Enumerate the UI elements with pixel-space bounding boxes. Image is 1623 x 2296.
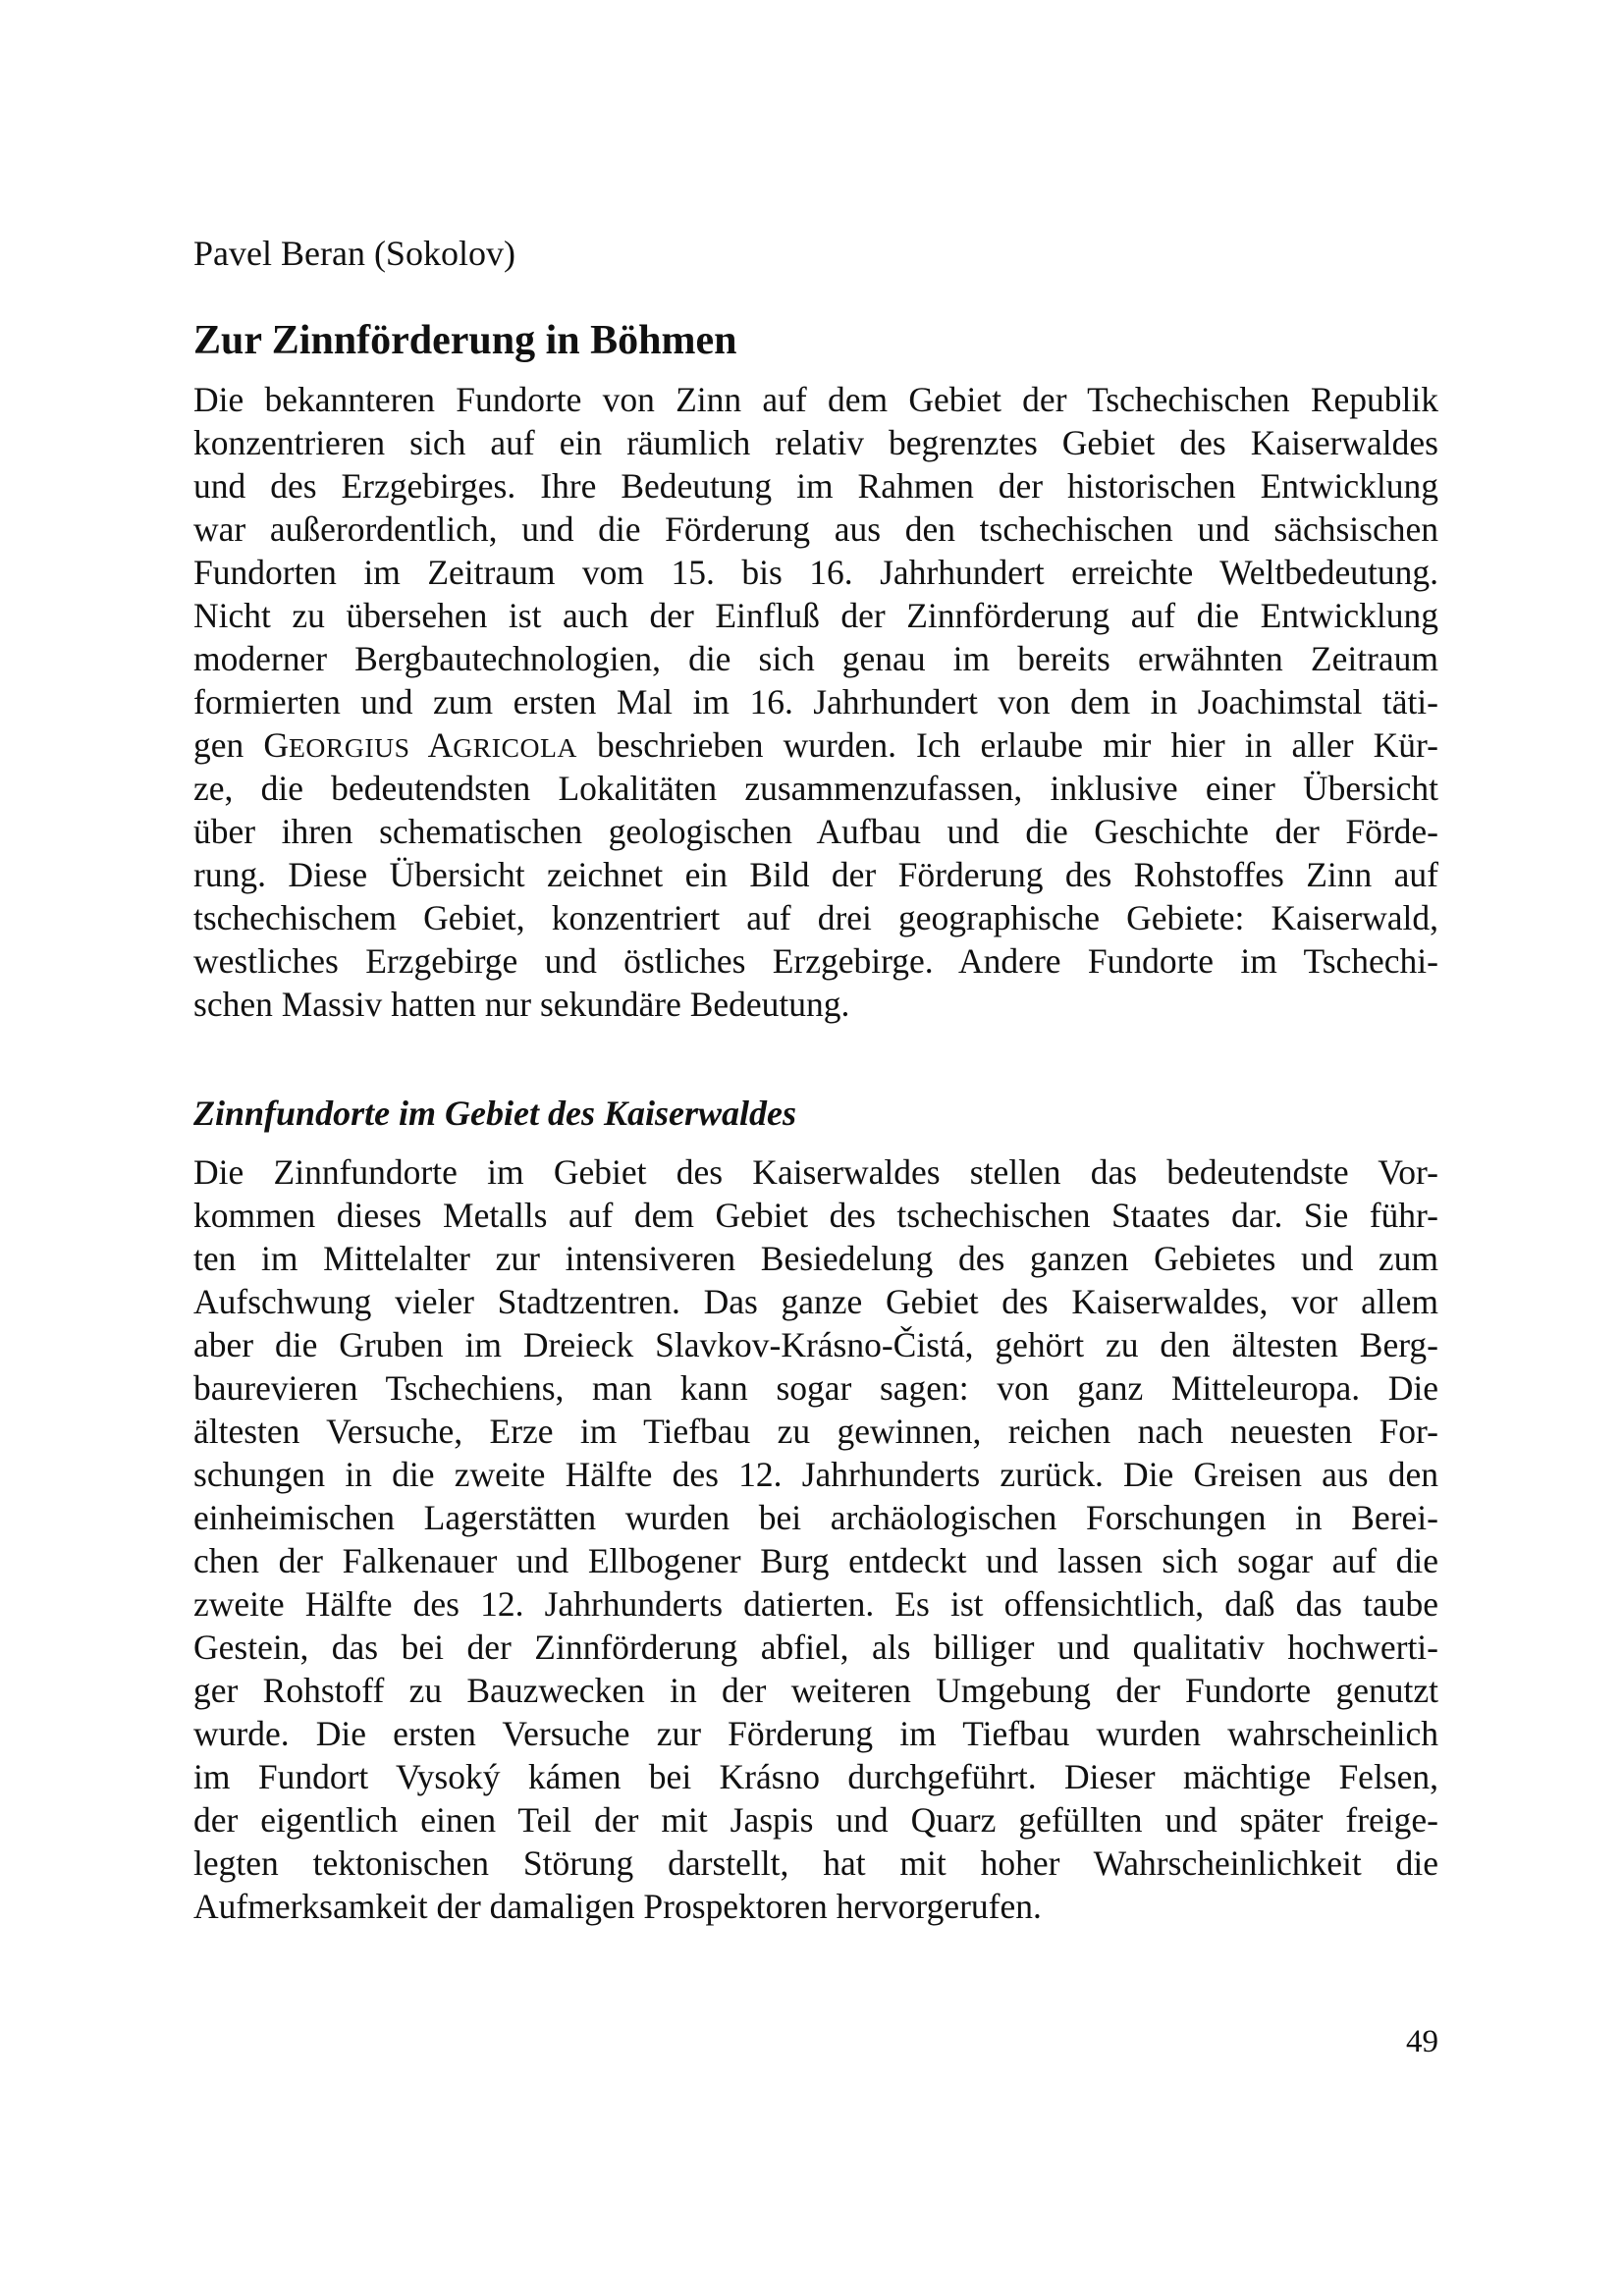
text-line: Gestein, das bei der Zinnförderung abfiel, als billiger und qualitativ hochwerti- <box>193 1628 1438 1667</box>
text-line-with-name <box>193 723 1438 767</box>
text-line: baurevieren Tschechiens, man kann sogar sagen: von ganz Mitteleuropa. Die <box>193 1368 1438 1408</box>
text-line: tschechischem Gebiet, konzentriert auf drei geographische Gebiete: Kaiserwald, <box>193 898 1438 937</box>
name-initial: G <box>263 725 290 765</box>
name-initial: A <box>427 725 454 765</box>
section-heading: Zinnfundorte im Gebiet des Kaiserwaldes <box>193 1094 797 1133</box>
text-line: Aufmerksamkeit der damaligen Prospektoren hervorgerufen. <box>193 1887 1042 1926</box>
text-line: legten tektonischen Störung darstellt, hat mit hoher Wahrscheinlichkeit die <box>193 1843 1438 1883</box>
text-line: war außerordentlich, und die Förderung aus den tschechischen und sächsischen <box>193 509 1438 549</box>
text-segment: gen <box>193 725 264 765</box>
text-line: Aufschwung vieler Stadtzentren. Das ganze Gebiet des Kaiserwaldes, vor allem <box>193 1282 1438 1321</box>
text-line: rung. Diese Übersicht zeichnet ein Bild der Förderung des Rohstoffes Zinn auf <box>193 855 1438 894</box>
name-smallcaps: GRICOLA <box>453 732 577 763</box>
text-line: der eigentlich einen Teil der mit Jaspis und Quarz gefüllten und später freige- <box>193 1800 1438 1840</box>
section-paragraph <box>193 1150 1438 1928</box>
text-line: ältesten Versuche, Erze im Tiefbau zu gewinnen, reichen nach neuesten For- <box>193 1412 1438 1451</box>
text-line: ten im Mittelalter zur intensiveren Besiedelung des ganzen Gebietes und zum <box>193 1239 1438 1278</box>
text-line: einheimischen Lagerstätten wurden bei archäologischen Forschungen in Berei- <box>193 1498 1438 1537</box>
text-line: kommen dieses Metalls auf dem Gebiet des tschechischen Staates dar. Sie führ- <box>193 1196 1438 1235</box>
text-line: konzentrieren sich auf ein räumlich relativ begrenztes Gebiet des Kaiserwaldes <box>193 423 1438 462</box>
text-segment: beschrieben wurden. Ich erlaube mir hier in aller Kür- <box>576 725 1438 765</box>
text-line: moderner Bergbautechnologien, die sich genau im bereits erwähnten Zeitraum <box>193 639 1438 678</box>
text-line: Fundorten im Zeitraum vom 15. bis 16. Jahrhundert erreichte Weltbedeutung. <box>193 553 1438 592</box>
text-line: schungen in die zweite Hälfte des 12. Jahrhunderts zurück. Die Greisen aus den <box>193 1455 1438 1494</box>
text-line: ger Rohstoff zu Bauzwecken in der weiteren Umgebung der Fundorte genutzt <box>193 1671 1438 1710</box>
text-line: wurde. Die ersten Versuche zur Förderung im Tiefbau wurden wahrscheinlich <box>193 1714 1438 1753</box>
text-space <box>410 725 428 765</box>
text-line: westliches Erzgebirge und östliches Erzgebirge. Andere Fundorte im Tschechi- <box>193 941 1438 981</box>
text-line: aber die Gruben im Dreieck Slavkov-Krásno-Čistá, gehört zu den ältesten Berg- <box>193 1325 1438 1364</box>
text-line: Die bekannteren Fundorte von Zinn auf dem Gebiet der Tschechischen Republik <box>193 380 1438 419</box>
text-line: und des Erzgebirges. Ihre Bedeutung im Rahmen der historischen Entwicklung <box>193 466 1438 506</box>
text-line: chen der Falkenauer und Ellbogener Burg entdeckt und lassen sich sogar auf die <box>193 1541 1438 1580</box>
text-line: schen Massiv hatten nur sekundäre Bedeutung. <box>193 985 850 1024</box>
name-smallcaps: EORGIUS <box>289 732 410 763</box>
text-line: zweite Hälfte des 12. Jahrhunderts datierten. Es ist offensichtlich, daß das taube <box>193 1584 1438 1624</box>
text-line: formierten und zum ersten Mal im 16. Jahrhundert von dem in Joachimstal täti- <box>193 682 1438 721</box>
text-line: Die Zinnfundorte im Gebiet des Kaiserwaldes stellen das bedeutendste Vor- <box>193 1152 1438 1192</box>
text-line: Nicht zu übersehen ist auch der Einfluß der Zinnförderung auf die Entwicklung <box>193 596 1438 635</box>
article-title: Zur Zinnförderung in Böhmen <box>193 318 737 363</box>
page-number: 49 <box>1406 2024 1438 2059</box>
text-line: im Fundort Vysoký kámen bei Krásno durchgeführt. Dieser mächtige Felsen, <box>193 1757 1438 1796</box>
text-line: über ihren schematischen geologischen Aufbau und die Geschichte der Förde- <box>193 812 1438 851</box>
text-line: ze, die bedeutendsten Lokalitäten zusammenzufassen, inklusive einer Übersicht <box>193 769 1438 808</box>
author-line: Pavel Beran (Sokolov) <box>193 234 515 273</box>
intro-paragraph <box>193 378 1438 1026</box>
